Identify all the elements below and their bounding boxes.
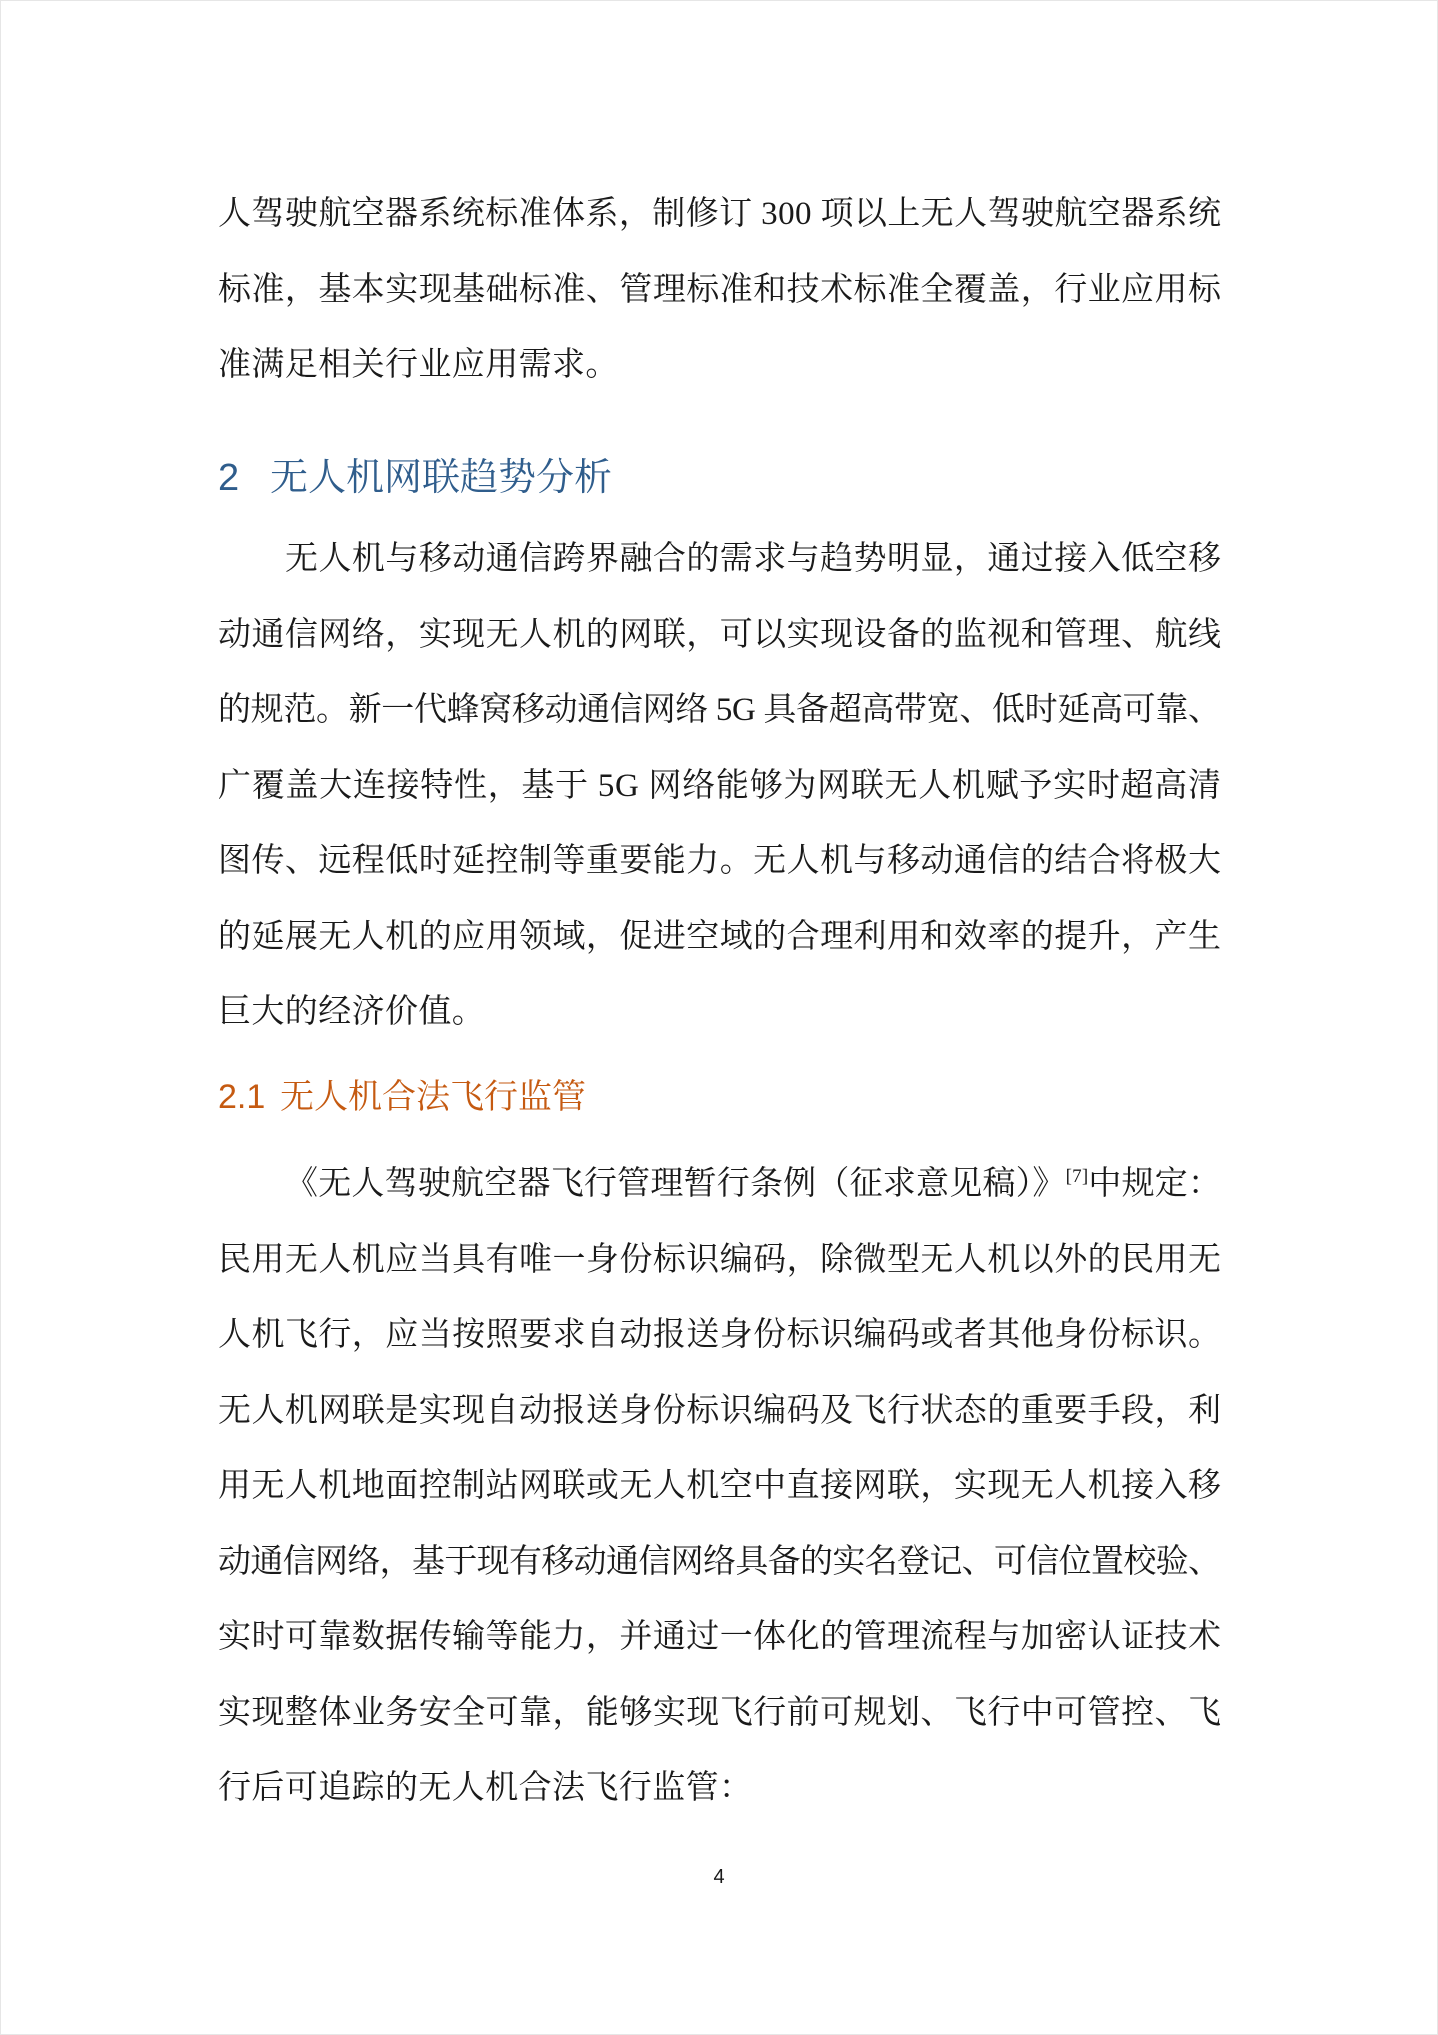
paragraph-line: 标准，基本实现基础标准、管理标准和技术标准全覆盖，行业应用标 <box>218 271 1222 308</box>
paragraph-line: 无人机与移动通信跨界融合的需求与趋势明显，通过接入低空移 <box>285 541 1222 577</box>
paragraph <box>218 1147 1221 1827</box>
paragraph-line: 图传、远程低时延控制等重要能力。无人机与移动通信的结合将极大 <box>218 843 1222 879</box>
regulation-title: 《无人驾驶航空器飞行管理暂行条例（征求意见稿）》 <box>285 1166 1066 1202</box>
subsection-heading <box>218 1067 1221 1127</box>
paragraph-line: 实时可靠数据传输等能力，并通过一体化的管理流程与加密认证技术 <box>218 1619 1222 1655</box>
page-number: 4 <box>713 1866 725 1888</box>
paragraph-line: 的延展无人机的应用领域，促进空域的合理利用和效率的提升，产生 <box>218 918 1222 955</box>
paragraph-line: 实现整体业务安全可靠，能够实现飞行前可规划、飞行中可管控、飞 <box>218 1694 1222 1731</box>
paragraph-line: 人机飞行，应当按照要求自动报送身份标识编码或者其他身份标识。 <box>218 1317 1222 1353</box>
paragraph-line: 动通信网络，基于现有移动通信网络具备的实名登记、可信位置校验、 <box>218 1543 1221 1580</box>
paragraph-line: 动通信网络，实现无人机的网联，可以实现设备的监视和管理、航线 <box>218 616 1222 653</box>
paragraph-line-citation <box>218 1147 1221 1223</box>
paragraph-line: 人驾驶航空器系统标准体系，制修订 300 项以上无人驾驶航空器系统 <box>218 196 1222 232</box>
paragraph-line: 准满足相关行业应用需求。 <box>218 347 619 383</box>
paragraph-line: 行后可追踪的无人机合法飞行监管： <box>218 1770 753 1806</box>
paragraph-line: 的规范。新一代蜂窝移动通信网络 5G 具备超高带宽、低时延高可靠、 <box>218 692 1221 728</box>
section-title: 无人机网联趋势分析 <box>270 457 613 499</box>
paragraph-line: 无人机网联是实现自动报送身份标识编码及飞行状态的重要手段，利 <box>218 1392 1222 1429</box>
section-heading <box>218 448 1221 508</box>
paragraph-line: 广覆盖大连接特性，基于 5G 网络能够为网联无人机赋予实时超高清 <box>218 767 1222 804</box>
citation-line-tail: 中规定： <box>1088 1166 1222 1202</box>
paragraph-line: 巨大的经济价值。 <box>218 994 486 1030</box>
paragraph-line: 民用无人机应当具有唯一身份标识编码，除微型无人机以外的民用无 <box>218 1241 1222 1278</box>
subsection-number: 2.1 <box>218 1078 266 1116</box>
paragraph <box>218 522 1221 1051</box>
citation-reference[interactable]: [7] <box>1065 1166 1089 1187</box>
paragraph-continuation <box>218 177 1221 404</box>
subsection-title: 无人机合法飞行监管 <box>280 1078 586 1116</box>
section-number: 2 <box>218 457 240 499</box>
paragraph-line: 用无人机地面控制站网联或无人机空中直接网联，实现无人机接入移 <box>218 1468 1222 1504</box>
